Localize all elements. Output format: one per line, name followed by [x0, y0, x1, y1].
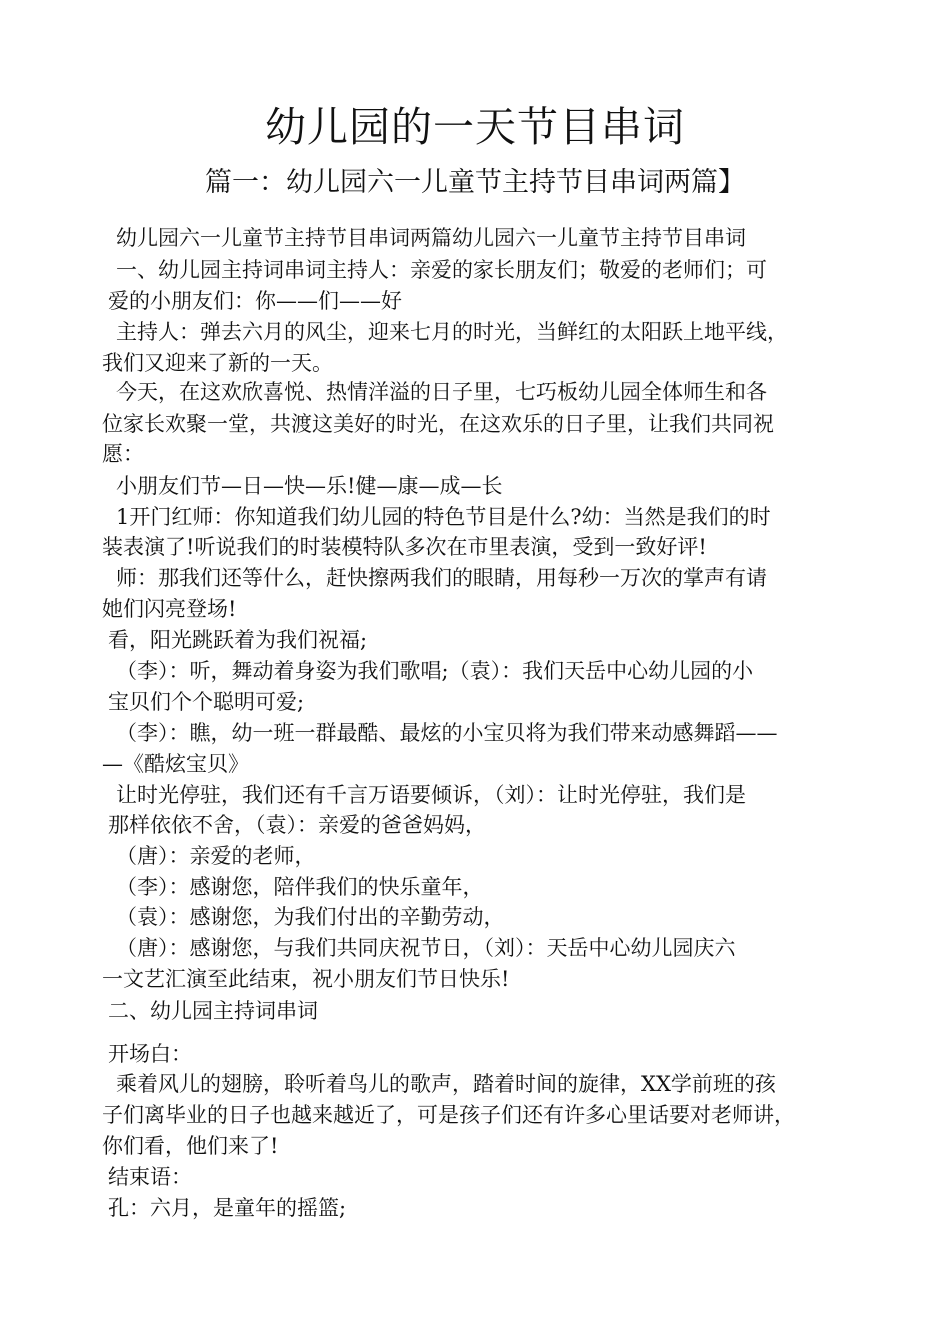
body-line: 今天，在这欢欣喜悦、热情洋溢的日子里，七巧板幼儿园全体师生和各 — [116, 380, 767, 404]
body-line: （袁）：感谢您，为我们付出的辛勤劳动， — [116, 905, 505, 929]
document-title: 幼儿园的一天节目串词 — [265, 103, 685, 151]
body-line: 子们离毕业的日子也越来越近了，可是孩子们还有许多心里话要对老师讲， — [102, 1103, 795, 1127]
body-line: （李）：感谢您，陪伴我们的快乐童年， — [116, 875, 484, 899]
body-line: 让时光停驻，我们还有千言万语要倾诉，（刘）：让时光停驻，我们是 — [116, 783, 746, 807]
document-subtitle: 篇一：幼儿园六一儿童节主持节目串词两篇】 — [205, 167, 745, 198]
body-line: 1开门红师：你知道我们幼儿园的特色节目是什么?幼：当然是我们的时 — [116, 505, 771, 529]
body-line: 一文艺汇演至此结束，祝小朋友们节日快乐! — [102, 967, 510, 991]
body-line: 看，阳光跳跃着为我们祝福; — [108, 628, 368, 652]
body-line: 愿： — [102, 442, 144, 466]
body-line: 那样依依不舍，（袁）：亲爱的爸爸妈妈， — [108, 813, 486, 837]
body-line: 结束语： — [108, 1165, 192, 1189]
body-line: —《酷炫宝贝》 — [102, 752, 249, 776]
body-line: 乘着风儿的翅膀，聆听着鸟儿的歌声，踏着时间的旋律，XX学前班的孩 — [116, 1072, 776, 1096]
body-line: （李）：听，舞动着身姿为我们歌唱;（袁）：我们天岳中心幼儿园的小 — [116, 659, 754, 683]
body-line: （唐）：亲爱的老师， — [116, 844, 316, 868]
body-line: 一、幼儿园主持词串词主持人：亲爱的家长朋友们；敬爱的老师们；可 — [116, 258, 767, 282]
body-line: （唐）：感谢您，与我们共同庆祝节日，（刘）：天岳中心幼儿园庆六 — [116, 936, 736, 960]
body-line: 我们又迎来了新的一天。 — [102, 351, 333, 375]
body-line: 你们看，他们来了! — [102, 1134, 279, 1158]
body-line: 孔：六月，是童年的摇篮; — [108, 1196, 347, 1220]
body-line: 宝贝们个个聪明可爱; — [108, 690, 305, 714]
body-line: （李）：瞧，幼一班一群最酷、最炫的小宝贝将为我们带来动感舞蹈—— — [116, 721, 778, 745]
body-line: 幼儿园六一儿童节主持节目串词两篇幼儿园六一儿童节主持节目串词 — [116, 226, 746, 250]
body-line: 爱的小朋友们：你——们——好 — [108, 289, 402, 313]
section-heading: 二、幼儿园主持词串词 — [108, 999, 318, 1023]
body-line: 小朋友们节—日—快—乐!健—康—成—长 — [116, 474, 503, 498]
body-line: 位家长欢聚一堂，共渡这美好的时光，在这欢乐的日子里，让我们共同祝 — [102, 412, 774, 436]
body-line: 装表演了!听说我们的时装模特队多次在市里表演，受到一致好评! — [102, 535, 707, 559]
body-line: 师：那我们还等什么，赶快擦两我们的眼睛，用每秒一万次的掌声有请 — [116, 566, 767, 590]
body-line: 主持人：弹去六月的风尘，迎来七月的时光，当鲜红的太阳跃上地平线， — [116, 320, 788, 344]
body-line: 开场白： — [108, 1042, 192, 1066]
body-line: 她们闪亮登场! — [102, 597, 237, 621]
